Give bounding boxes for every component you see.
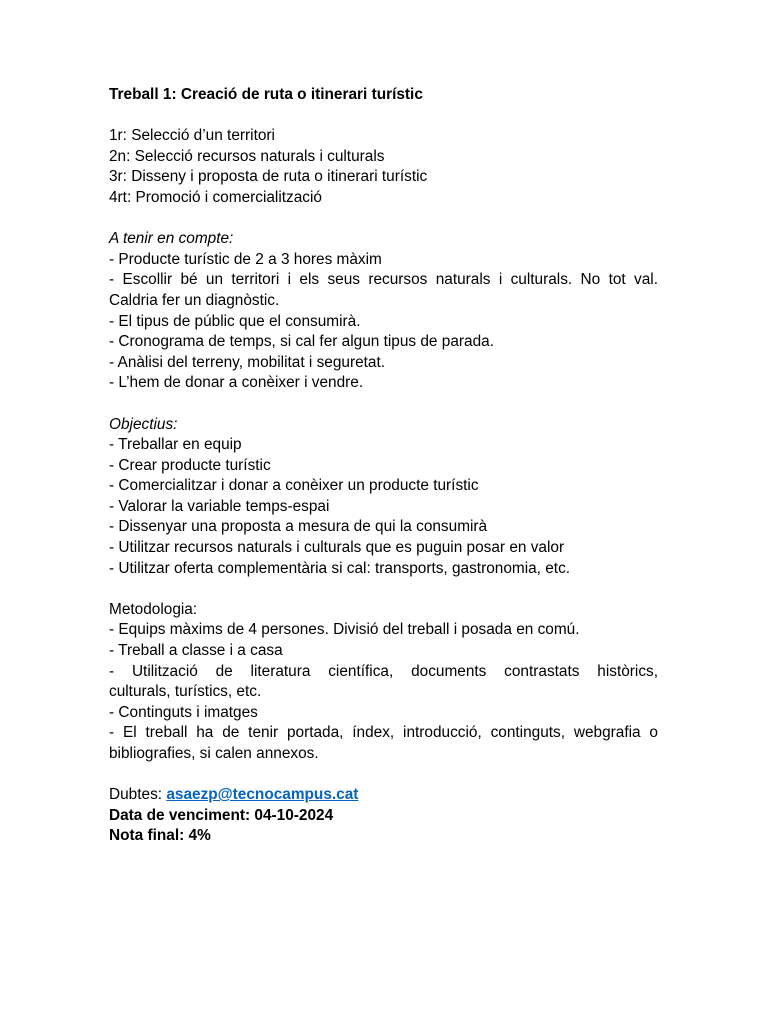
consideration-item: - Producte turístic de 2 a 3 hores màxim [109,250,382,268]
step-1: 1r: Selecció d’un territori [109,127,275,145]
objective-item: - Valorar la variable temps-espai [109,497,330,515]
step-3: 3r: Disseny i proposta de ruta o itinerari turístic [109,168,428,186]
objective-item: - Utilitzar recursos naturals i culturals que es puguin posar en valor [109,539,565,557]
methodology-item: - Treball a classe i a casa [109,642,283,660]
document-title: Treball 1: Creació de ruta o itinerari turístic [109,86,423,103]
objectives-heading: Objectius: [109,415,178,433]
methodology-item-continuation: bibliografies, si calen annexos. [109,745,319,762]
document-page [109,85,658,847]
consideration-item-continuation: Caldria fer un diagnòstic. [109,291,280,309]
step-2: 2n: Selecció recursos naturals i culturals [109,147,385,165]
step-4: 4rt: Promoció i comercialització [109,188,322,206]
methodology-item: - Utilització de literatura científica, documents contrastats històrics, [109,662,658,680]
doubts-line [109,785,658,806]
considerations-section [109,229,658,394]
spacer [109,579,658,600]
objective-item: - Crear producte turístic [109,456,271,474]
objective-item: - Utilitzar oferta complementària si cal: transports, gastronomia, etc. [109,559,571,577]
due-date: Data de venciment: 04-10-2024 [109,806,334,824]
spacer [109,765,658,786]
consideration-item: - El tipus de públic que el consumirà. [109,312,361,330]
steps-list [109,126,658,208]
objective-item: - Dissenyar una proposta a mesura de qui la consumirà [109,518,488,536]
contact-email-link[interactable]: asaezp@tecnocampus.cat [166,786,359,804]
footer-section [109,785,658,847]
objective-item: - Comercialitzar i donar a conèixer un producte turístic [109,477,479,495]
consideration-item: - Cronograma de temps, si cal fer algun tipus de parada. [109,333,494,351]
considerations-heading: A tenir en compte: [109,230,234,248]
methodology-item-continuation: culturals, turístics, etc. [109,683,262,701]
doubts-label: Dubtes: [109,786,163,804]
consideration-item: - Anàlisi del terreny, mobilitat i seguretat. [109,353,386,371]
methodology-section [109,600,658,765]
consideration-item: - Escollir bé un territori i els seus recursos naturals i culturals. No tot val. [109,271,658,289]
objective-item: - Treballar en equip [109,436,242,454]
methodology-item: - El treball ha de tenir portada, índex, introducció, continguts, webgrafia o [109,724,658,742]
methodology-heading: Metodologia: [109,600,198,618]
spacer [109,209,658,230]
final-grade: Nota final: 4% [109,827,211,845]
methodology-item: - Equips màxims de 4 persones. Divisió del treball i posada en comú. [109,621,580,639]
spacer [109,394,658,415]
spacer [109,106,658,127]
consideration-item: - L’hem de donar a conèixer i vendre. [109,374,364,392]
objectives-section [109,415,658,580]
methodology-item: - Continguts i imatges [109,703,258,721]
